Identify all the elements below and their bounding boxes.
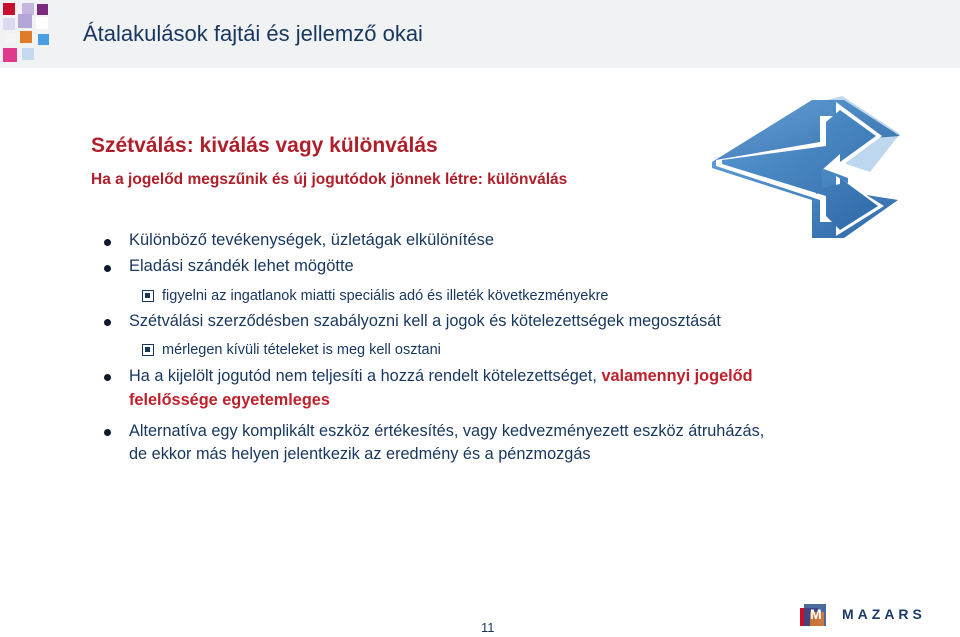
bullet-dot: [104, 429, 111, 436]
sub-bullet-item: figyelni az ingatlanok miatti speciális adó és illeték következményekre: [162, 288, 609, 304]
bullet-item: [129, 365, 753, 387]
bullet-highlight-line2: felelőssége egyetemleges: [129, 391, 330, 409]
sub-bullet-item: mérlegen kívüli tételeket is meg kell osztani: [162, 342, 441, 358]
section-subtitle: Ha a jogelőd megszűnik és új jogutódok jönnek létre: különválás: [91, 171, 568, 188]
logo-squares-icon: [0, 0, 60, 68]
bullet-highlight: valamennyi jogelőd: [601, 367, 753, 385]
bullet-dot: [104, 374, 111, 381]
bullet-dot: [104, 265, 111, 272]
bullet-item-line2: de ekkor más helyen jelentkezik az eredmény és a pénzmozgás: [129, 445, 591, 463]
bullet-text: Ha a kijelölt jogutód nem teljesíti a hozzá rendelt kötelezettséget,: [129, 367, 597, 385]
header-bar: [0, 0, 960, 68]
checkbox-bullet-icon: [142, 344, 154, 356]
split-arrows-icon: [712, 96, 908, 242]
checkbox-bullet-icon: [142, 290, 154, 302]
logo-letter: M: [810, 606, 822, 622]
page-number: 11: [481, 620, 495, 635]
bullet-item: Különböző tevékenységek, üzletágak elkülönítése: [129, 231, 495, 249]
bullet-item: Szétválási szerződésben szabályozni kell a jogok és kötelezettségek megosztását: [129, 312, 721, 330]
section-title: Szétválás: kiválás vagy különválás: [91, 134, 438, 157]
bullet-dot: [104, 239, 111, 246]
bullet-item: Eladási szándék lehet mögötte: [129, 257, 354, 275]
brand-name: MAZARS: [842, 606, 926, 622]
bullet-dot: [104, 319, 111, 326]
page-title: Átalakulások fajtái és jellemző okai: [83, 21, 423, 46]
bullet-item: Alternatíva egy komplikált eszköz értékesítés, vagy kedvezményezett eszköz átruházás,: [129, 422, 765, 440]
